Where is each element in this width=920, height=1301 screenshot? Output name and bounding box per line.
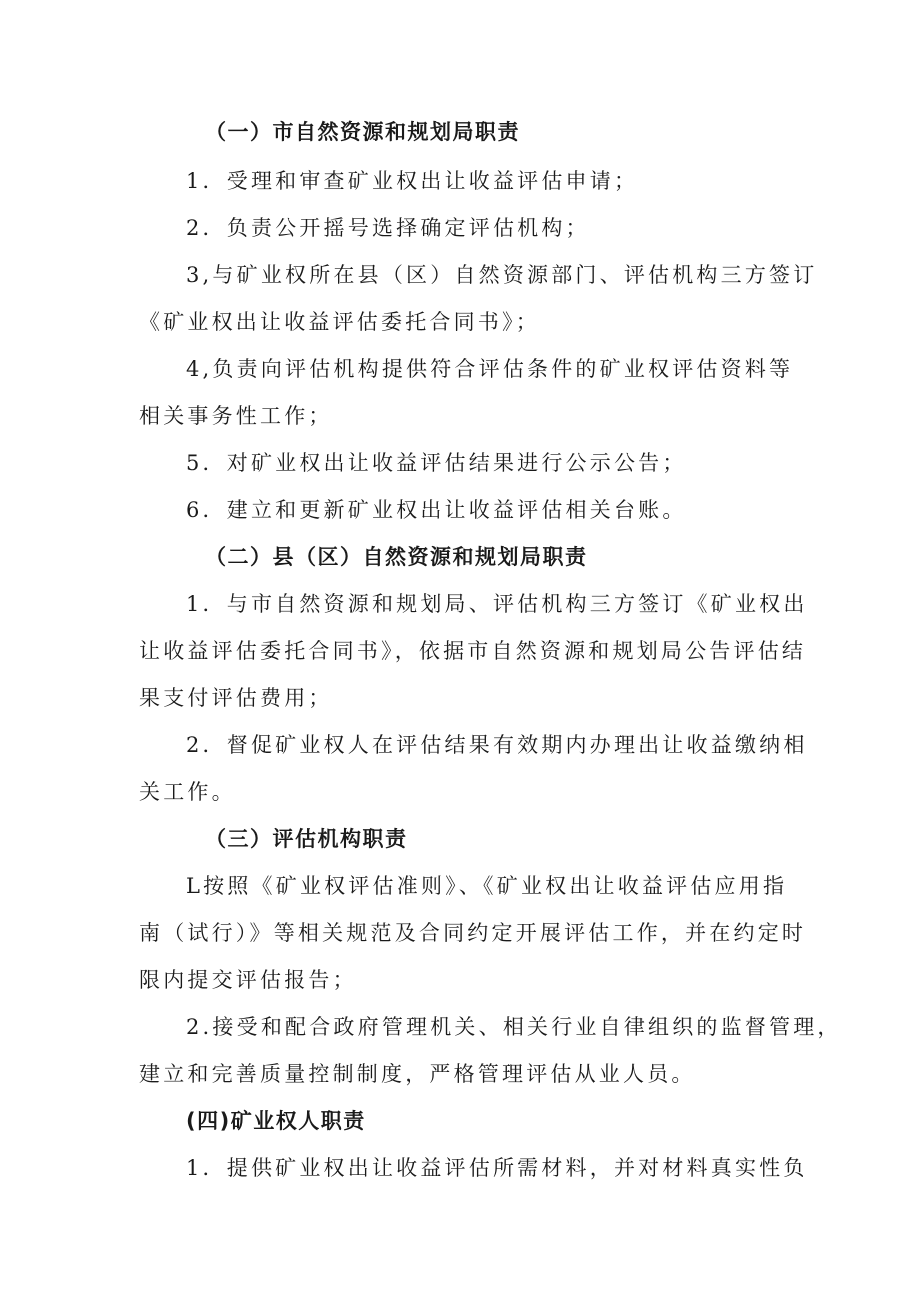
paragraph-line: 2．负责公开摇号选择确定评估机构； — [186, 216, 590, 240]
paragraph-line: 2．督促矿业权人在评估结果有效期内办理出让收益缴纳相 — [186, 733, 808, 757]
paragraph-line: L按照《矿业权评估准则》、《矿业权出让收益评估应用指 — [186, 874, 788, 898]
paragraph-line: 1．与市自然资源和规划局、评估机构三方签订《矿业权出 — [186, 592, 808, 616]
paragraph-line: 限内提交评估报告； — [139, 968, 357, 992]
paragraph-line: 3,与矿业权所在县（区）自然资源部门、评估机构三方签订 — [186, 263, 818, 287]
paragraph-line: 4,负责向评估机构提供符合评估条件的矿业权评估资料等 — [186, 357, 794, 381]
section-heading-3: （三）评估机构职责 — [205, 827, 408, 851]
paragraph-line: 果支付评估费用； — [139, 686, 333, 710]
paragraph-line: 1．受理和审查矿业权出让收益评估申请； — [186, 169, 639, 193]
paragraph-line: 1．提供矿业权出让收益评估所需材料，并对材料真实性负 — [186, 1156, 808, 1180]
paragraph-line: 建立和完善质量控制制度，严格管理评估从业人员。 — [139, 1062, 696, 1086]
section-heading-2: （二）县（区）自然资源和规划局职责 — [205, 545, 588, 569]
paragraph-line: 6．建立和更新矿业权出让收益评估相关台账。 — [186, 498, 687, 522]
paragraph-line: 5．对矿业权出让收益评估结果进行公示公告； — [186, 451, 687, 475]
paragraph-line: 关工作。 — [139, 780, 236, 804]
paragraph-line: 《矿业权出让收益评估委托合同书》； — [139, 310, 540, 334]
paragraph-line: 2.接受和配合政府管理机关、相关行业自律组织的监督管理， — [186, 1015, 842, 1039]
section-heading-1: （一）市自然资源和规划局职责 — [205, 120, 520, 144]
section-heading-4: (四)矿业权人职责 — [186, 1109, 366, 1133]
paragraph-line: 相关事务性工作； — [139, 404, 333, 428]
paragraph-line: 南（试行）》等相关规范及合同约定开展评估工作，并在约定时 — [139, 921, 807, 945]
paragraph-line: 让收益评估委托合同书》，依据市自然资源和规划局公告评估结 — [139, 639, 807, 663]
